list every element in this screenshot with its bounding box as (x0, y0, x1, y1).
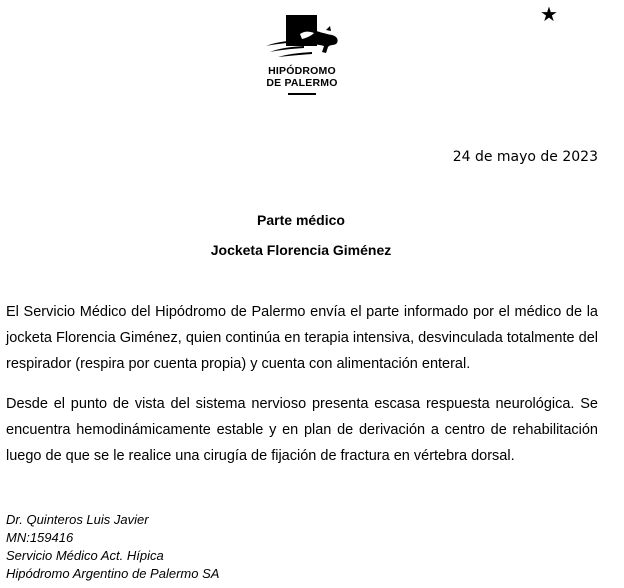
signature-license: MN:159416 (6, 530, 74, 545)
document-subtitle: Jocketa Florencia Giménez (210, 242, 392, 258)
paragraph-2: Desde el punto de vista del sistema nervioso presenta escasa respuesta neurológica. Se encuentra hemodinámicamente estable y en plan de derivación a centro de rehabilitación luego de que se le realice una cirugía de fijación de fractura en vértebra dorsal. (6, 396, 598, 464)
logo-underline (288, 93, 316, 95)
star-icon: ★ (540, 4, 558, 26)
signature-block (6, 511, 219, 583)
paragraph-1: El Servicio Médico del Hipódromo de Palermo envía el parte informado por el médico de la jocketa Florencia Giménez, quien continúa en terapia intensiva, desvinculada totalmente del respirador (respira por cuenta propia) y cuenta con alimentación enteral. (6, 304, 598, 372)
signature-department: Servicio Médico Act. Hípica (6, 548, 164, 563)
hipodromo-logo (256, 12, 348, 98)
logo-text-line-2: DE PALERMO (266, 77, 338, 89)
document-title: Parte médico (257, 212, 345, 228)
logo-text-line-1: HIPÓDROMO (268, 65, 336, 77)
signature-organization: Hipódromo Argentino de Palermo SA (6, 566, 220, 581)
signature-name: Dr. Quinteros Luis Javier (6, 512, 149, 527)
document-date: 24 de mayo de 2023 (452, 149, 598, 165)
horse-logo-icon (256, 12, 348, 68)
